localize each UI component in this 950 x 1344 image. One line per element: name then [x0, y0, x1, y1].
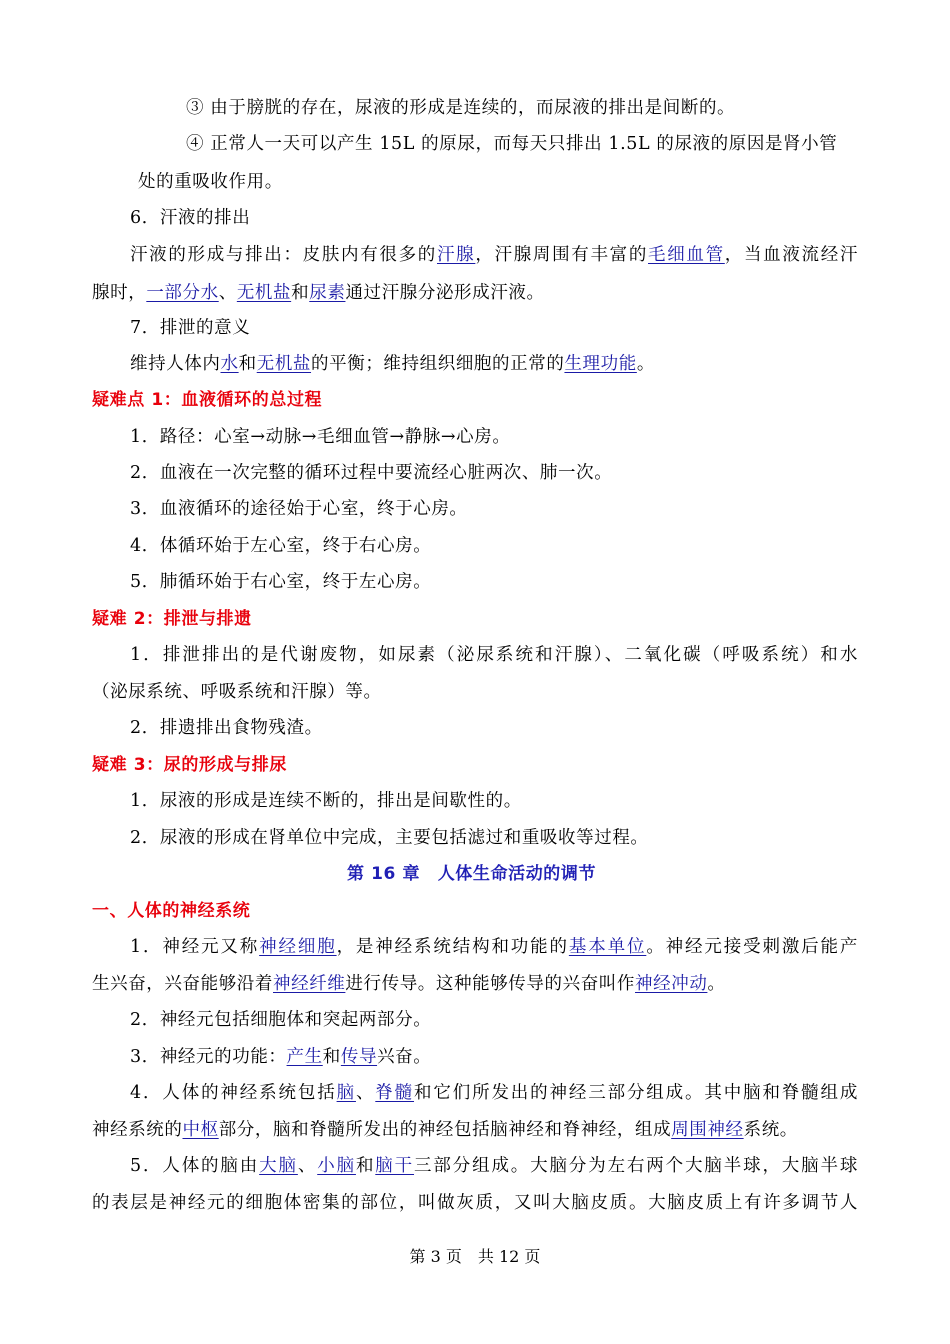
text: ，是神经系统结构和功能的	[336, 937, 569, 957]
text: ，当血液流经汗	[724, 245, 858, 265]
list-item: 4．体循环始于左心室，终于右心房。	[130, 536, 432, 556]
text: 的平衡；维持组织细胞的正常的	[311, 354, 565, 374]
text: 、	[355, 1083, 376, 1103]
text: 腺时，	[92, 283, 147, 303]
list-item	[130, 1045, 431, 1069]
text: ，汗腺周围有丰富的	[475, 245, 649, 265]
paragraph-line	[92, 281, 545, 305]
text: 进行传导。这种能够传导的兴奋叫作	[345, 974, 636, 994]
difficulty-heading: 疑难 2：排泄与排遗	[92, 609, 252, 629]
text: 1．神经元又称	[130, 937, 260, 957]
paragraph-line	[130, 243, 858, 267]
difficulty-heading: 疑难点 1：血液循环的总过程	[92, 390, 323, 410]
list-item: 5．肺循环始于右心室，终于左心房。	[130, 572, 432, 592]
list-item: 1．尿液的形成是连续不断的，排出是间歇性的。	[130, 791, 522, 811]
paragraph-line: （泌尿系统、呼吸系统和汗腺）等。	[92, 682, 382, 702]
keyword: 神经细胞	[259, 937, 337, 957]
difficulty-heading: 疑难 3：尿的形成与排尿	[92, 755, 287, 775]
text: 系统。	[743, 1120, 798, 1140]
keyword: 毛细血管	[648, 245, 725, 265]
text: 和	[291, 283, 310, 303]
paragraph-line	[92, 1118, 798, 1142]
section-title: 一、人体的神经系统	[92, 901, 251, 921]
text: 三部分组成。大脑分为左右两个大脑半球，大脑半球	[414, 1156, 858, 1176]
text: 。	[707, 974, 726, 994]
text: 部分，脑和脊髓所发出的神经包括脑神经和脊神经，组成	[218, 1120, 672, 1140]
list-item	[130, 1154, 858, 1178]
text: 5．人体的脑由	[130, 1156, 260, 1176]
list-item: 1．路径：心室→动脉→毛细血管→静脉→心房。	[130, 427, 511, 447]
text: 和	[355, 1156, 376, 1176]
paragraph-line: ③ 由于膀胱的存在，尿液的形成是连续的，而尿液的排出是间断的。	[186, 98, 736, 118]
paragraph-line: 处的重吸收作用。	[138, 172, 283, 192]
keyword: 无机盐	[256, 354, 312, 374]
text: 4．人体的神经系统包括	[130, 1083, 337, 1103]
keyword: 一部分水	[146, 283, 219, 303]
text: 神经系统的	[92, 1120, 183, 1140]
paragraph-line	[92, 972, 726, 996]
text: 3．神经元的功能：	[130, 1047, 287, 1067]
keyword: 尿素	[309, 283, 346, 303]
keyword: 产生	[286, 1047, 323, 1067]
keyword: 基本单位	[568, 937, 647, 957]
list-item: 2．尿液的形成在肾单位中完成，主要包括滤过和重吸收等过程。	[130, 828, 649, 848]
keyword: 神经冲动	[635, 974, 708, 994]
paragraph-line	[130, 352, 655, 376]
list-item: 2．血液在一次完整的循环过程中要流经心脏两次、肺一次。	[130, 463, 613, 483]
section-heading: 6．汗液的排出	[130, 208, 251, 228]
list-item	[130, 935, 858, 959]
keyword: 脊髓	[375, 1083, 415, 1103]
text: 兴奋。	[377, 1047, 432, 1067]
text: 汗液的形成与排出：皮肤内有很多的	[130, 245, 437, 265]
keyword: 无机盐	[236, 283, 292, 303]
keyword: 脑干	[375, 1156, 415, 1176]
keyword: 汗腺	[436, 245, 476, 265]
text: 、	[297, 1156, 318, 1176]
text: 通过汗腺分泌形成汗液。	[345, 283, 545, 303]
section-heading: 7．排泄的意义	[130, 318, 251, 338]
keyword: 脑	[336, 1083, 356, 1103]
text: 。	[636, 354, 655, 374]
text: 、	[218, 283, 237, 303]
text: 和	[238, 354, 257, 374]
keyword: 水	[220, 354, 239, 374]
keyword: 神经纤维	[273, 974, 346, 994]
keyword: 大脑	[259, 1156, 298, 1176]
paragraph-line: ④ 正常人一天可以产生 15L 的原尿，而每天只排出 1.5L 的尿液的原因是肾小管	[186, 134, 838, 154]
keyword: 周围神经	[671, 1120, 744, 1140]
chapter-title: 第 16 章 人体生命活动的调节	[347, 864, 597, 884]
keyword: 小脑	[317, 1156, 356, 1176]
list-item: 3．血液循环的途径始于心室，终于心房。	[130, 499, 468, 519]
keyword: 生理功能	[564, 354, 637, 374]
text: 和	[322, 1047, 341, 1067]
keyword: 中枢	[182, 1120, 219, 1140]
keyword: 传导	[340, 1047, 378, 1067]
text: 和它们所发出的神经三部分组成。其中脑和脊髓组成	[414, 1083, 858, 1103]
text: 生兴奋，兴奋能够沿着	[92, 974, 273, 994]
text: 维持人体内	[130, 354, 221, 374]
list-item: 2．神经元包括细胞体和突起两部分。	[130, 1010, 432, 1030]
list-item: 1．排泄排出的是代谢废物，如尿素（泌尿系统和汗腺）、二氧化碳（呼吸系统）和水	[130, 645, 858, 665]
list-item	[130, 1081, 858, 1105]
paragraph-line: 的表层是神经元的细胞体密集的部位，叫做灰质，又叫大脑皮质。大脑皮质上有许多调节人	[92, 1193, 858, 1213]
text: 。神经元接受刺激后能产	[646, 937, 858, 957]
page-footer: 第 3 页 共 12 页	[409, 1247, 541, 1266]
list-item: 2．排遗排出食物残渣。	[130, 718, 323, 738]
